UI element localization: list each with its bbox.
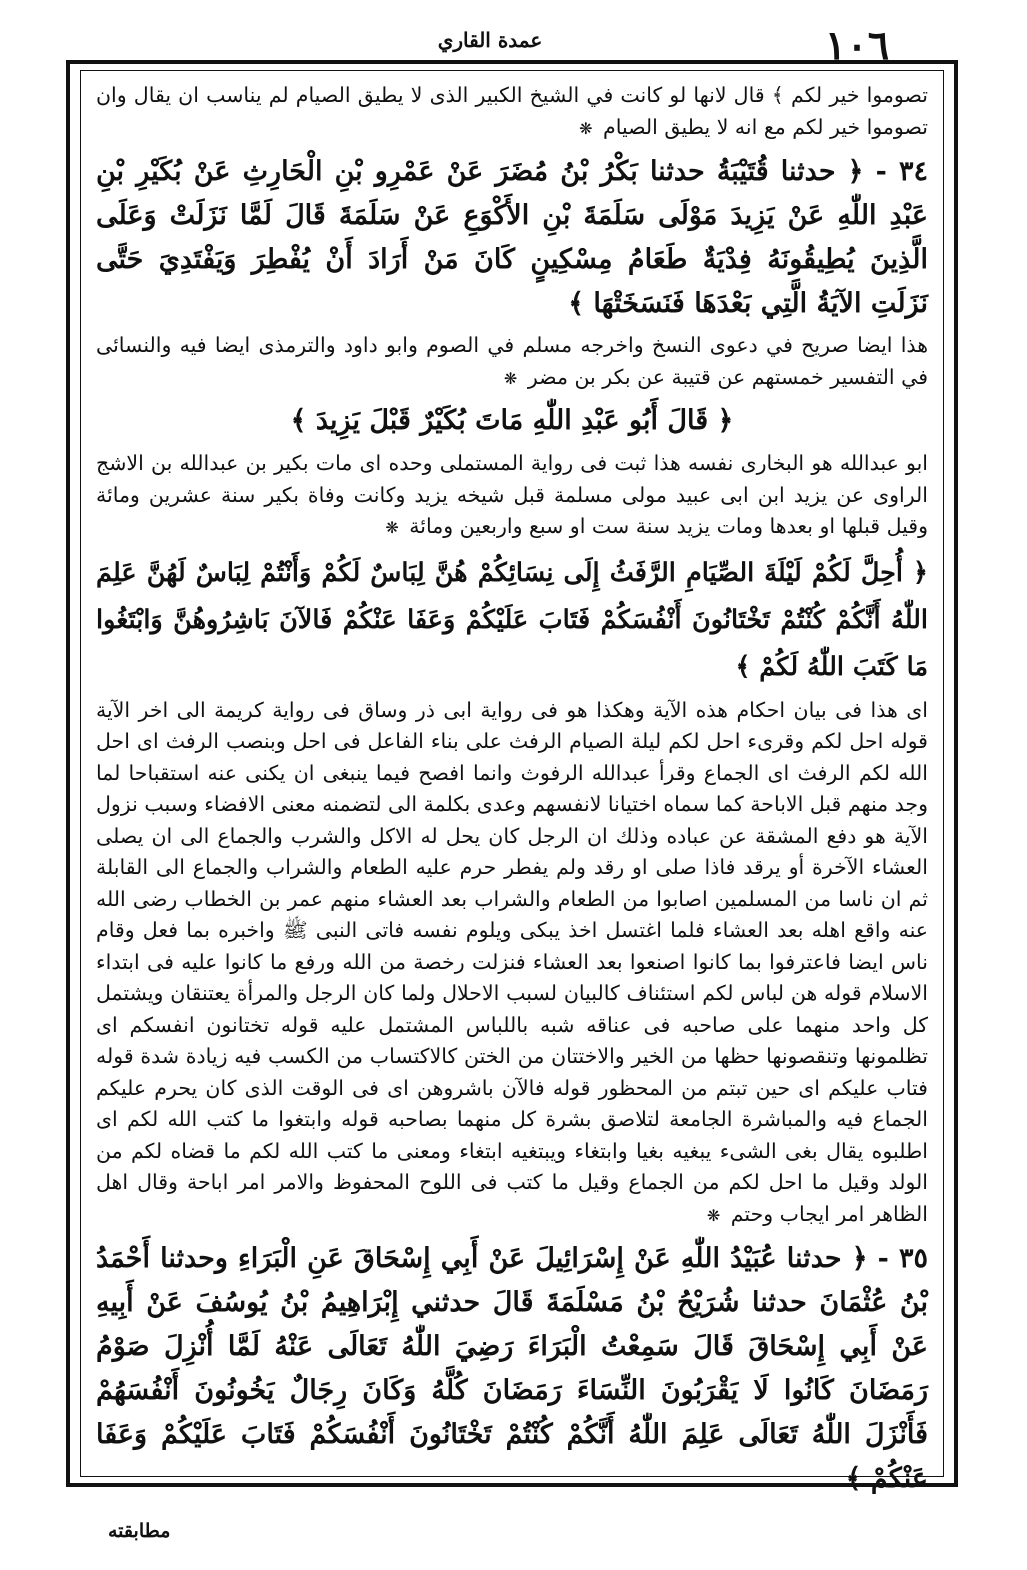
commentary-paragraph-2 (96, 330, 928, 394)
running-title: عمدة القاري (437, 28, 543, 52)
commentary-paragraph-1 (96, 80, 928, 144)
hadith-34: ٣٤ - ﴿ حدثنا قُتَيْبَةُ حدثنا بَكْرُ بْنُ مُضَرَ عَنْ عَمْرِو بْنِ الْحَارِثِ عَنْ بُكَيْرِ بْنِ عَبْدِ اللّٰهِ عَنْ يَزِيدَ مَوْلَى سَلَمَةَ بْنِ الأَكْوَعِ عَنْ سَلَمَةَ قَالَ لَمَّا نَزَلَتْ وَعَلَى الَّذِينَ يُطِيقُونَهُ فِدْيَةٌ طَعَامُ مِسْكِينٍ كَانَ مَنْ أَرَادَ أَنْ يُفْطِرَ وَيَفْتَدِيَ حَتَّى نَزَلَتِ الآيَةُ الَّتِي بَعْدَهَا فَنَسَخَتْهَا ﴾ (96, 156, 928, 319)
end-mark: ❋ (706, 1205, 721, 1225)
commentary-text-1: تصوموا خير لكم ﴾ قال لانها لو كانت في الشيخ الكبير الذى لا يطيق الصيام لم يناسب ان يقال وان تصوموا خير لكم مع انه لا يطيق الصيام (96, 83, 928, 139)
commentary-text-3: ابو عبدالله هو البخارى نفسه هذا ثبت فى رواية المستملى وحده اى مات بكير بن عبدالله بن الاشج الراوى عن يزيد ابن ابى عبيد مولى مسلمة قبل شيخه يزيد وكانت وفاة بكير سنة عشرين ومائة وقيل قبلها او بعدها ومات يزيد سنة ست او سبع واربعين ومائة (96, 451, 928, 538)
page-number: ١٠٦ (824, 22, 890, 69)
hadith-35: ٣٥ - ﴿ حدثنا عُبَيْدُ اللّٰهِ عَنْ إِسْرَائِيلَ عَنْ أَبِي إِسْحَاقَ عَنِ الْبَرَاءِ وحدثنا أَحْمَدُ بْنُ عُثْمَانَ حدثنا شُرَيْحُ بْنُ مَسْلَمَةَ قَالَ حدثني إِبْرَاهِيمُ بْنُ يُوسُفَ عَنْ أَبِيهِ عَنْ أَبِي إِسْحَاقَ قَالَ سَمِعْتُ الْبَرَاءَ رَضِيَ اللّٰهُ تَعَالَى عَنْهُ لَمَّا أُنْزِلَ صَوْمُ رَمَضَانَ كَانُوا لَا يَقْرَبُونَ النِّسَاءَ رَمَضَانَ كُلَّهُ وَكَانَ رِجَالٌ يَخُونُونَ أَنْفُسَهُمْ فَأَنْزَلَ اللّٰهُ تَعَالَى عَلِمَ اللّٰهُ أَنَّكُمْ كُنْتُمْ تَخْتَانُونَ أَنْفُسَكُمْ فَتَابَ عَلَيْكُمْ وَعَفَا عَنْكُمْ ﴾ (96, 1243, 928, 1494)
section-heading: ﴿ قَالَ أَبُو عَبْدِ اللّٰهِ مَاتَ بُكَيْرٌ قَبْلَ يَزِيدَ ﴾ (290, 405, 734, 436)
commentary-paragraph-4 (96, 695, 928, 1232)
commentary-text-4: اى هذا فى بيان احكام هذه الآية وهكذا هو فى رواية ابى ذر وساق فى رواية كريمة الى اخر الآية قوله احل لكم وقرىء احل لكم ليلة الصيام الرفث على بناء الفاعل فى احل وبنصب الرفث اى احل الله لكم الرفث اى الجماع وقرأ عبدالله الرفوث وانما افصح فيما ينبغى ان يكنى عنه استقباحا لما وجد منهم قبل الاباحة كما سماه اختيانا لانفسهم وعدى بكلمة الى لتضمنه معنى الافضاء وسبب نزول الآية هو دفع المشقة عن عباده وذلك ان الرجل كان يحل له الاكل والشرب والجماع الى ان يصلى العشاء الآخرة أو يرقد فاذا صلى او رقد ولم يفطر حرم عليه الطعام والشراب والجماع الى القابلة ثم ان ناسا من المسلمين اصابوا من الطعام والشراب بعد العشاء منهم عمر بن الخطاب رضى الله عنه واقع اهله بعد العشاء فلما اغتسل اخذ يبكى ويلوم نفسه فاتى النبى ﷺ واخبره بما فعل وقام ناس ايضا فاعترفوا بما كانوا اصنعوا بعد العشاء فنزلت رخصة من الله ورفع ما كانوا عليه فى ابتداء الاسلام قوله هن لباس لكم استئناف كالبيان لسبب الاحلال ولما كان الرجل والمرأة يعتنقان ويشتمل كل واحد منهما على صاحبه فى عناقه شبه باللباس المشتمل عليه قوله تختانون انفسكم اى تظلمونها وتنقصونها حظها من الخير والاختتان من الختن كالاكتساب من الكسب فيه زيادة شدة قوله فتاب عليكم اى حين تبتم من المحظور قوله فالآن باشروهن اى فى الوقت الذى كان يحرم عليكم الجماع فيه والمباشرة الجامعة لتلاصق بشرة كل منهما بصاحبه قوله وابتغوا ما كتب الله لكم اى اطلبوه يقال بغى الشىء يبغيه بغيا وابتغاء ويبتغيه ابتغاء ومعنى ما كتب الله لكم ما قضاه لكم من الولد وقيل ما احل لكم من الجماع وقيل ما كتب فى اللوح المحفوظ والامر امر اباحة وقال اهل الظاهر امر ايجاب وحتم (96, 697, 928, 1226)
commentary-paragraph-3 (96, 448, 928, 544)
end-mark: ❋ (385, 518, 399, 537)
commentary-text-2: هذا ايضا صريح في دعوى النسخ واخرجه مسلم في الصوم وابو داود والترمذى ايضا فيه والنسائى في التفسير خمستهم عن قتيبة عن بكر بن مضر (96, 333, 928, 389)
catchword: مطابقته (108, 1520, 171, 1542)
quran-verse: ﴿ أُحِلَّ لَكُمْ لَيْلَةَ الصِّيَامِ الرَّفَثُ إِلَى نِسَائِكُمْ هُنَّ لِبَاسٌ لَكُمْ وَأَنْتُمْ لِبَاسٌ لَهُنَّ عَلِمَ اللّٰهُ أَنَّكُمْ كُنْتُمْ تَخْتَانُونَ أَنْفُسَكُمْ فَتَابَ عَلَيْكُمْ وَعَفَا عَنْكُمْ فَالآنَ بَاشِرُوهُنَّ وَابْتَغُوا مَا كَتَبَ اللّٰهُ لَكُمْ ﴾ (96, 557, 928, 682)
page-body (96, 80, 928, 1494)
end-mark: ❋ (503, 368, 518, 388)
end-mark: ❋ (579, 118, 593, 138)
